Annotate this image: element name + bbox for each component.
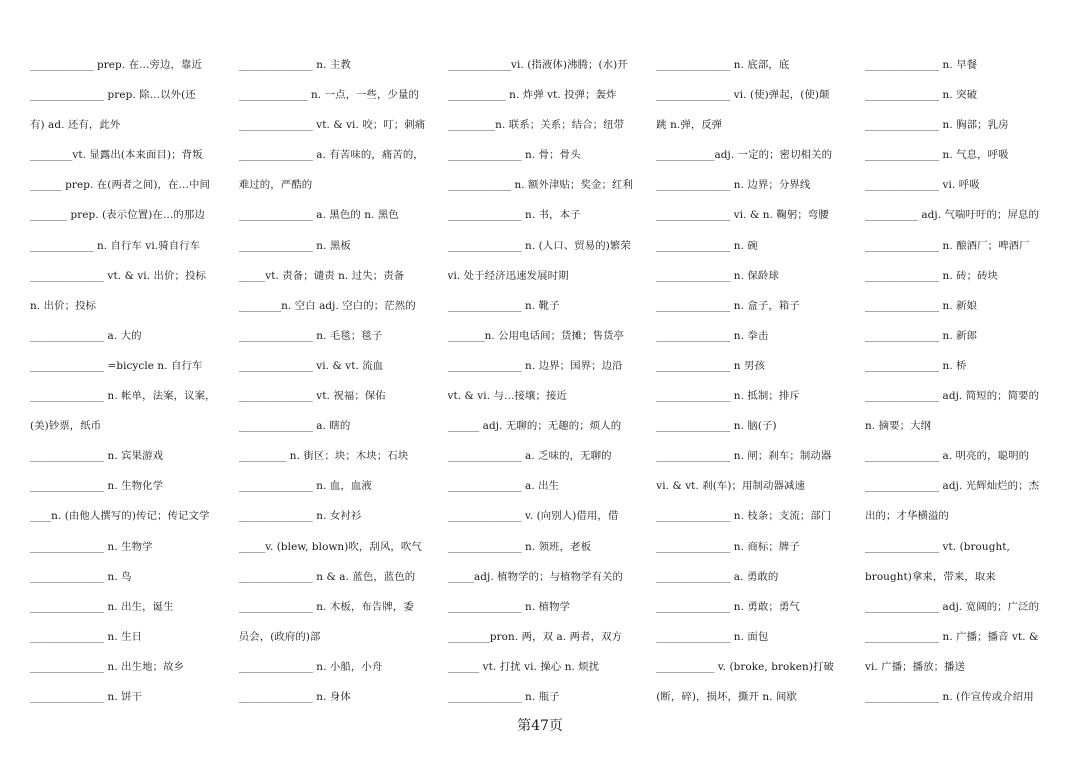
vocab-line: ______________ v. (向别人)借用，借 (447, 510, 619, 523)
vocab-line: ______________ vi. & n. 鞠躬；弯腰 (656, 209, 829, 222)
vocab-line: 有) ad. 还有，此外 (30, 119, 121, 132)
vocab-line: ________vt. 显露出(本来面目)；背叛 (30, 149, 203, 162)
vocab-line: 难过的，严酷的 (238, 179, 313, 192)
vocab-line: ______________ n. 砖；砖块 (865, 269, 999, 282)
vocab-line: ______________ n. 骨；骨头 (447, 149, 581, 162)
vocab-line: _____vt. 责备；谴责 n. 过失；责备 (238, 269, 405, 282)
vocab-line: ______________ n. 突破 (865, 89, 978, 102)
vocab-line: ______________ n. 枝条；支流；部门 (656, 510, 832, 523)
vocab-line: vi. & vt. 刹(车)；用制动器减速 (656, 480, 805, 493)
vocab-line: vi. 广播；播放；播送 (865, 660, 966, 673)
vocab-line: ______________ n. 小船，小舟 (238, 660, 383, 673)
vocab-line: ______________ n. 生物化学 (30, 480, 164, 493)
vocab-line: vi. 处于经济迅速发展时期 (447, 269, 569, 282)
vocab-line: ____________ n. 自行车 vi.骑自行车 (30, 239, 201, 252)
vocab-line: ______________ n. 抵制；排斥 (656, 390, 800, 403)
vocab-line: ______________ =bicycle n. 自行车 (30, 359, 203, 372)
vocab-column-3 (448, 50, 641, 712)
vocab-line: ______________ n. 气息，呼吸 (865, 149, 1009, 162)
vocab-line: 跳 n.弹，反弹 (656, 119, 723, 132)
vocab-line: ______________ n. 底部，底 (656, 59, 790, 71)
vocab-line: ___________ v. (broke, broken)打破 (656, 660, 834, 673)
vocab-line: ______________ n. 毛毯；毯子 (238, 329, 383, 342)
vocab-line: ___________ n. 炸弹 vt. 投弹；轰炸 (447, 89, 617, 102)
vocab-line: ________pron. 两，双 a. 两者，双方 (447, 630, 623, 643)
vocab-line: ______________ n. 出生，诞生 (30, 600, 174, 613)
vocab-line: _______ prep. (表示位置)在…的那边 (30, 209, 205, 222)
vocab-line: ______________ vi. 呼吸 (865, 179, 980, 192)
vocab-line: ______________ n. 胸部；乳房 (865, 119, 1009, 132)
vocabulary-columns (30, 50, 1058, 712)
vocab-line: ______ adj. 无聊的；无趣的；烦人的 (447, 420, 622, 433)
vocab-line: ______________ adj. 光辉灿烂的；杰 (865, 480, 1040, 493)
vocab-line: ______________ n. 新娘 (865, 299, 978, 312)
vocab-line: _____adj. 植物学的；与植物学有关的 (447, 570, 624, 583)
vocab-line: ______________ n. 瓶子 (447, 690, 560, 703)
vocab-line: ______ vt. 打扰 vi. 操心 n. 烦扰 (447, 660, 600, 673)
vocab-line: ______________ n. 血，血液 (238, 480, 372, 493)
vocab-line: ______________ n. 木板，布告牌，委 (238, 600, 414, 613)
vocab-line: ______________ a. 有苦味的，痛苦的， (238, 149, 424, 162)
vocab-line: ______________ a. 出生 (447, 480, 560, 493)
vocab-line: ______________ n. 边界；国界；边沿 (447, 359, 623, 372)
vocab-line: ______________ n. 帐单，法案，议案， (30, 390, 216, 403)
vocab-line: ______________ a. 瞎的 (238, 420, 351, 433)
vocab-line: ______________ n. 脑(子) (656, 420, 777, 433)
vocab-line: ____________vi. (指液体)沸腾；(水)开 (447, 59, 628, 71)
vocab-line: _____________ n. 一点，一些，少量的 (238, 89, 420, 102)
vocab-line: ______________ n. 身体 (238, 690, 351, 703)
vocab-line: ______________ prep. 除…以外(还 (30, 89, 196, 102)
vocab-line: (美)钞票，纸币 (30, 420, 102, 433)
vocab-line: ______________ a. 黑色的 n. 黑色 (238, 209, 399, 222)
vocab-line: _____v. (blew, blown)吹，刮风，吹气 (238, 540, 422, 553)
vocab-line: ______________ vt. & vi. 出价；投标 (30, 269, 206, 282)
vocab-line: ______________ n. 碗 (656, 239, 758, 252)
vocab-line: ______________ n. 拳击 (656, 329, 769, 342)
vocab-line: ______________ n. 主教 (238, 59, 351, 71)
vocab-line: ______________ n. (作宣传或介绍用 (865, 690, 1034, 703)
vocab-line: _________n. 联系；关系；结合；纽带 (447, 119, 625, 132)
vocab-line: ______________ n. 生日 (30, 630, 143, 643)
vocab-line: ______________ n. 新郎 (865, 329, 978, 342)
vocab-column-4 (656, 50, 849, 712)
vocab-line: ______________ n. 早餐 (865, 59, 978, 71)
vocab-line: n. 摘要；大纲 (865, 420, 932, 433)
vocab-line: ______________ n. 桥 (865, 359, 967, 372)
vocab-line: ______________ n. (人口、贸易的)繁荣 (447, 239, 631, 252)
vocab-line: n. 出价；投标 (30, 299, 97, 312)
vocab-line: ______________ adj. 宽阔的；广泛的 (865, 600, 1040, 613)
vocab-line: ______________ n. 广播；播音 vt. & (865, 630, 1039, 643)
vocab-line: ___________adj. 一定的；密切相关的 (656, 149, 833, 162)
vocab-column-1 (30, 50, 223, 712)
vocab-line: ______________ a. 明亮的，聪明的 (865, 450, 1030, 463)
vocab-line: ______________ n. 酿酒厂；啤酒厂 (865, 239, 1030, 252)
vocab-line: __________ adj. 气喘吁吁的；屏息的 (865, 209, 1039, 222)
vocab-line: ______________ n. 宾果游戏 (30, 450, 164, 463)
vocab-line: ______________ n. 保龄球 (656, 269, 779, 282)
vocab-line: ______________ adj. 简短的；简要的 (865, 390, 1040, 403)
vocab-line: 员会，(政府的)部 (238, 630, 321, 643)
vocab-line: ______________ vt. 祝福；保佑 (238, 390, 386, 403)
vocab-line: ______________ n. 商标；牌子 (656, 540, 800, 553)
vocab-line: ______________ n & a. 蓝色，蓝色的 (238, 570, 416, 583)
vocab-line: 出的；才华横溢的 (865, 510, 949, 523)
vocab-line: ____n. (由他人撰写的)传记；传记文学 (30, 510, 210, 523)
vocab-line: ______________ a. 乏味的，无聊的 (447, 450, 612, 463)
vocab-line: ______________ n. 勇敢；勇气 (656, 600, 800, 613)
vocab-line: ______________ n. 闸；刹车；制动器 (656, 450, 832, 463)
vocab-line: ______________ n. 靴子 (447, 299, 560, 312)
vocab-line: ______________ n. 植物学 (447, 600, 571, 613)
vocab-line: ______________ vt. (brought, (865, 540, 1010, 553)
vocab-line: ______________ n. 出生地；故乡 (30, 660, 185, 673)
vocab-line: ______________ n. 饼干 (30, 690, 143, 703)
vocab-column-2 (239, 50, 432, 712)
vocab-line: ______________ n. 边界；分界线 (656, 179, 811, 192)
vocab-line: ______________ n. 盒子，箱子 (656, 299, 800, 312)
vocab-line: ______________ n. 黑板 (238, 239, 351, 252)
vocab-line: ______________ n. 领班，老板 (447, 540, 592, 553)
vocab-line: ______________ n. 女衬衫 (238, 510, 362, 523)
page-number: 第47页 (517, 718, 563, 734)
vocab-line: ______________ n. 鸟 (30, 570, 132, 583)
vocab-line: brought)拿来，带来，取来 (865, 570, 996, 583)
vocab-line: ______________ n. 生物学 (30, 540, 153, 553)
vocab-line: ______________ n. 面包 (656, 630, 769, 643)
vocab-line: ______________ n 男孩 (656, 359, 765, 372)
vocab-line: (断，碎)，损坏，撕开 n. 间歇 (656, 690, 797, 703)
vocab-line: ____________ n. 额外津贴；奖金；红利 (447, 179, 633, 192)
vocab-line: ______________ a. 大的 (30, 329, 142, 342)
vocab-line: ______________ n. 书，本子 (447, 209, 581, 222)
vocab-line: ______________ vt. & vi. 咬；叮；刺痛 (238, 119, 426, 132)
vocab-column-5 (865, 50, 1058, 712)
vocab-line: ____________ prep. 在…旁边，靠近 (30, 59, 203, 71)
vocab-line: vt. & vi. 与…接壤；接近 (447, 390, 567, 403)
vocab-line: ______________ a. 勇敢的 (656, 570, 779, 583)
vocab-line: ______________ vi. (使)弹起，(使)颠 (656, 89, 830, 102)
vocab-line: _________ n. 街区；块；木块；石块 (238, 450, 409, 463)
vocab-line: ______ prep. 在(两者之间)，在…中间 (30, 179, 211, 192)
vocab-line: _______n. 公用电话间；货摊；售货亭 (447, 329, 625, 342)
vocab-line: ________n. 空白 adj. 空白的；茫然的 (238, 299, 416, 312)
vocab-line: ______________ vi. & vt. 流血 (238, 359, 384, 372)
